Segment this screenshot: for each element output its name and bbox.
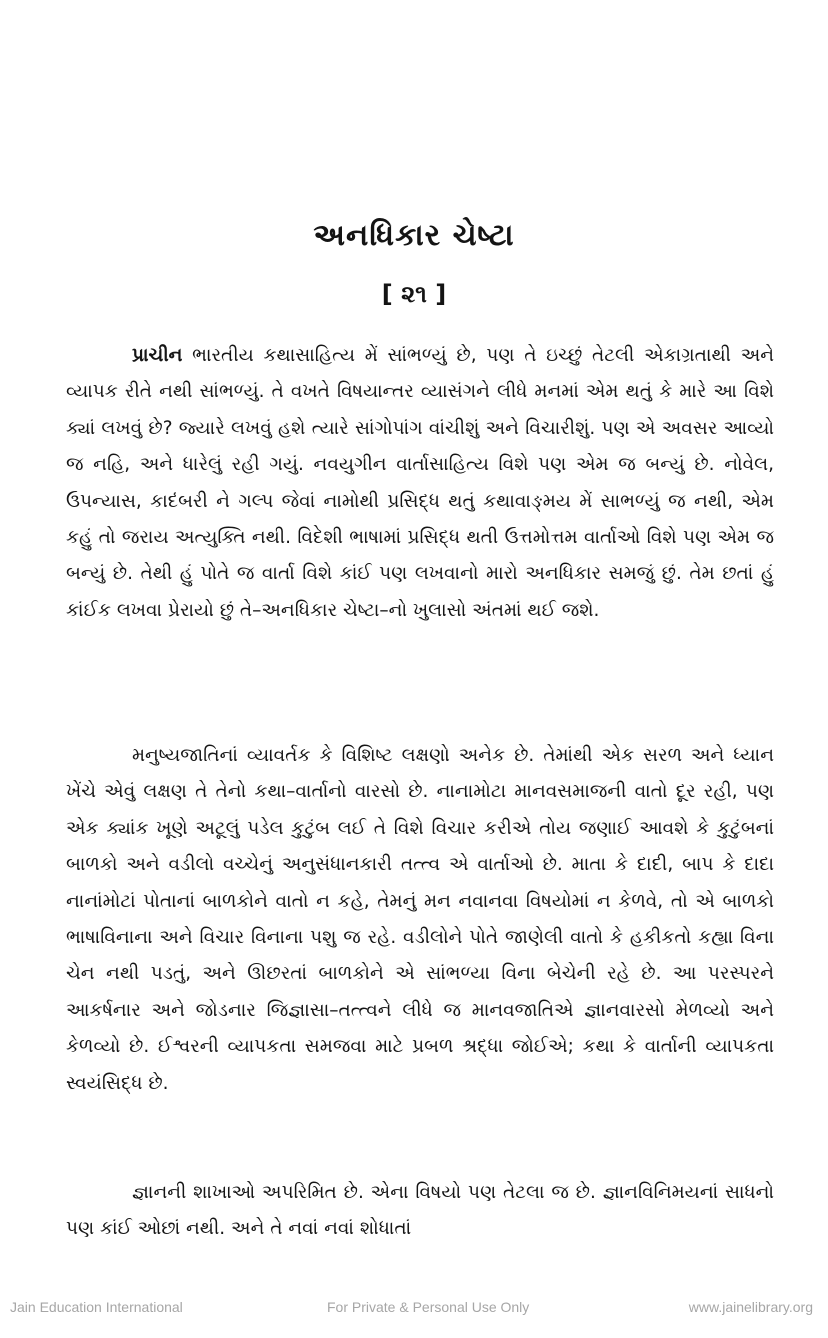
- chapter-number: [ ૨૧ ]: [381, 280, 447, 308]
- paragraph: [66, 338, 774, 629]
- paragraph-lead-word: પ્રાચીન: [132, 345, 183, 366]
- footer-usage-notice: For Private & Personal Use Only: [327, 1299, 530, 1315]
- paragraph-text: ભારતીય કથાસાહિત્ય મેં સાંભળ્યું છે, પણ તે ઇચ્છું તેટલી એકાગ્રતાથી અને વ્યાપક રીતે નથી સાંભળ્યું. તે વખતે વિષયાન્તર વ્યાસંગને લીધે મનમાં એમ થતું કે મારે આ વિશે ક્યાં લખવું છે? જ્યારે લખવું હશે ત્યારે સાંગોપાંગ વાંચીશું અને વિચારીશું. પણ એ અવસર આવ્યો જ નહિ, અને ધારેલું રહી ગયું. નવયુગીન વાર્તાસાહિત્ય વિશે પણ એમ જ બન્યું છે. નોવેલ, ઉપન્યાસ, કાદંબરી ને ગલ્પ જેવાં નામોથી પ્રસિદ્ધ થતું કથાવાઙ્મય મેં સાભળ્યું જ નથી, એમ કહું તો જરાય અત્યુક્તિ નથી. વિદેશી ભાષામાં પ્રસિદ્ધ થતી ઉત્તમોત્તમ વાર્તાઓ વિશે પણ એમ જ બન્યું છે. તેથી હું પોતે જ વાર્તા વિશે કાંઈ પણ લખવાનો મારો અનધિકાર સમજું છું. તેમ છતાં હું કાંઈક લખવા પ્રેરાયો છું તે–અનધિકાર ચેષ્ટા–નો ખુલાસો અંતમાં થઈ જશે.: [66, 345, 774, 621]
- paragraph-2-block: [66, 738, 774, 1102]
- footer-publisher: Jain Education International: [10, 1299, 183, 1315]
- chapter-title: અનધિકાર ચેષ્ટા: [313, 218, 515, 253]
- page-footer: [0, 1299, 828, 1319]
- paragraph-3-block: [66, 1175, 774, 1248]
- footer-website-link[interactable]: www.jainelibrary.org: [688, 1299, 813, 1315]
- paragraph: [66, 738, 774, 1102]
- paragraph-1-block: [66, 338, 774, 629]
- paragraph-text: મનુષ્યજાતિનાં વ્યાવર્તક કે વિશિષ્ટ લક્ષણો અનેક છે. તેમાંથી એક સરળ અને ધ્યાન ખેંચે એવું લક્ષણ તે તેનો કથા–વાર્તાનો વારસો છે. નાનામોટા માનવસમાજની વાતો દૂર રહી, પણ એક ક્યાંક ખૂણે અટૂલું પડેલ કુટુંબ લઈ તે વિશે વિચાર કરીએ તોય જણાઈ આવશે કે કુટુંબનાં બાળકો અને વડીલો વચ્ચેનું અનુસંધાનકારી તત્ત્વ એ વાર્તાઓ છે. માતા કે દાદી, બાપ કે દાદા નાનાંમોટાં પોતાનાં બાળકોને વાતો ન કહે, તેમનું મન નવાનવા વિષયોમાં ન કેળવે, તો એ બાળકો ભાષાવિનાના અને વિચાર વિનાના પશુ જ રહે. વડીલોને પોતે જાણેલી વાતો કે હકીકતો કહ્યા વિના ચેન નથી પડતું, અને ઊછરતાં બાળકોને એ સાંભળ્યા વિના બેચેની રહે છે. આ પરસ્પરને આકર્ષનાર અને જોડનાર જિજ્ઞાસા–તત્ત્વને લીધે જ માનવજાતિએ જ્ઞાનવારસો મેળવ્યો અને કેળવ્યો છે. ઈશ્વરની વ્યાપકતા સમજવા માટે પ્રબળ શ્રદ્ધા જોઈએ; કથા કે વાર્તાની વ્યાપકતા સ્વયંસિદ્ધ છે.: [66, 745, 774, 1094]
- paragraph: [66, 1175, 774, 1248]
- paragraph-text: જ્ઞાનની શાખાઓ અપરિમિત છે. એના વિષયો પણ તેટલા જ છે. જ્ઞાનવિનિમયનાં સાધનો પણ કાંઈ ઓછાં નથી. અને તે નવાં નવાં શોધાતાં: [66, 1182, 774, 1240]
